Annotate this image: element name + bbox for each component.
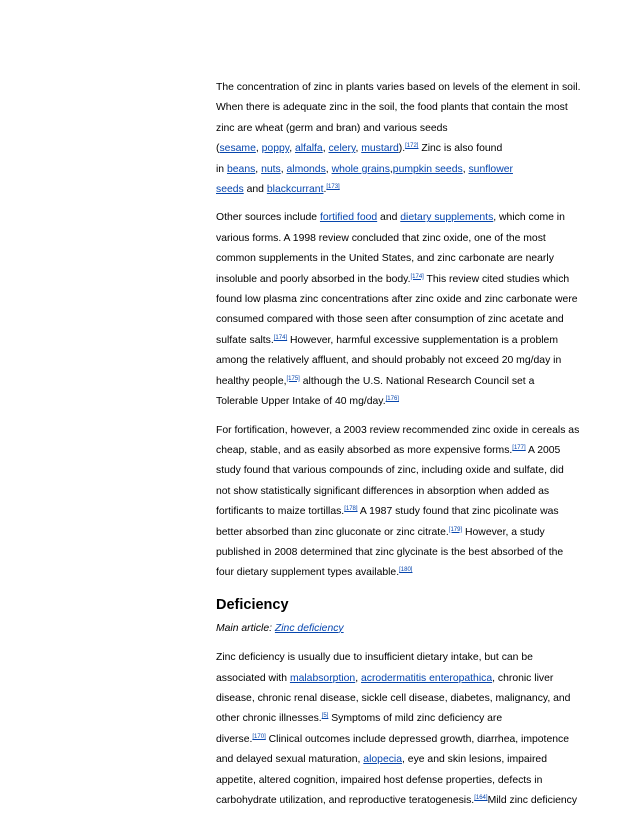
- text-line: [216, 461, 568, 481]
- text-line: [216, 441, 568, 461]
- text-run: healthy people,: [216, 375, 287, 387]
- text-run: .: [323, 184, 327, 196]
- text-line: [216, 249, 568, 269]
- link-seeds[interactable]: seeds: [216, 184, 244, 196]
- text-run: ,: [322, 143, 329, 155]
- text-run: carbohydrate utilization, and reproductive teratogenesis.: [216, 795, 475, 806]
- text-line: [216, 648, 568, 668]
- text-line: [216, 160, 568, 180]
- text-run: various forms. A 1998 review concluded that zinc oxide, one of the most: [216, 232, 546, 244]
- text-run: and: [243, 184, 267, 196]
- link-alopecia[interactable]: alopecia: [363, 754, 403, 766]
- link-beans[interactable]: beans: [226, 163, 256, 175]
- main-article-link-zinc-deficiency[interactable]: Zinc deficiency: [274, 622, 344, 634]
- text-run: ).: [398, 143, 406, 155]
- main-article-prefix: Main article:: [216, 622, 275, 634]
- text-line: [216, 523, 568, 543]
- text-run: Clinical outcomes include depressed growth, diarrhea, impotence: [265, 733, 569, 745]
- text-line: [216, 482, 568, 502]
- link-nuts[interactable]: nuts: [261, 163, 281, 175]
- text-run: not show statistically significant differences in absorption when added as: [216, 485, 550, 497]
- text-line: [216, 372, 568, 392]
- text-run: sulfate salts.: [216, 334, 274, 346]
- text-line: [216, 310, 568, 330]
- text-run: ,: [389, 163, 393, 175]
- citation-link[interactable]: [164]: [474, 795, 488, 801]
- text-run: ,: [325, 163, 332, 175]
- section-heading-deficiency: Deficiency: [216, 596, 289, 613]
- citation-ref[interactable]: [512, 445, 525, 451]
- text-run: ,: [280, 163, 287, 175]
- text-run: When there is adequate zinc in the soil, the food plants that contain the most: [216, 102, 568, 114]
- citation-ref[interactable]: [474, 795, 487, 801]
- text-run: diverse.: [216, 733, 253, 745]
- text-run: common supplements in the United States, and zinc carbonate are nearly: [216, 253, 554, 265]
- text-run: (: [216, 143, 220, 155]
- text-run: ,: [355, 672, 361, 684]
- citation-ref[interactable]: [399, 567, 412, 573]
- text-line: [216, 290, 578, 310]
- text-line: [216, 709, 568, 729]
- citation-ref[interactable]: [326, 184, 339, 190]
- text-line: [216, 502, 568, 522]
- citation-ref[interactable]: [410, 274, 423, 280]
- text-run: However, harmful excessive supplementation is a problem: [287, 334, 558, 346]
- link-poppy[interactable]: poppy: [261, 143, 290, 155]
- text-run: , eye and skin lesions, impaired: [402, 754, 547, 766]
- text-run: among the relatively affluent, and should probably not exceed 20 mg/day in: [216, 355, 562, 367]
- citation-link[interactable]: [178]: [344, 506, 358, 513]
- citation-link[interactable]: [172]: [405, 143, 419, 150]
- text-line: [216, 331, 568, 351]
- text-run: ,: [462, 163, 469, 175]
- citation-link[interactable]: [180]: [399, 567, 413, 574]
- citation-link[interactable]: [179]: [448, 526, 463, 533]
- text-run: , which come in: [493, 212, 565, 224]
- text-run: A 2005: [525, 444, 561, 456]
- link-sesame[interactable]: sesame: [219, 143, 256, 155]
- text-run: The concentration of zinc in plants varies based on levels of the element in soil.: [216, 82, 581, 93]
- paragraph-deficiency: [216, 648, 578, 811]
- text-line: [216, 563, 568, 583]
- text-run: ,: [289, 143, 295, 155]
- text-line: [216, 771, 568, 791]
- citation-link[interactable]: [173]: [326, 184, 340, 191]
- link-sunflower[interactable]: sunflower: [468, 163, 513, 175]
- text-run: zinc are wheat (germ and bran) and various seeds: [216, 122, 448, 134]
- citation-link[interactable]: [174]: [410, 273, 424, 280]
- link-acrodermatitis-enteropathica[interactable]: acrodermatitis enteropathica: [361, 672, 493, 684]
- citation-link[interactable]: [176]: [385, 396, 399, 403]
- text-run: However, a study: [462, 526, 545, 538]
- link-whole-grains[interactable]: whole grains: [331, 163, 390, 175]
- text-run: found low plasma zinc concentrations after zinc oxide and zinc carbonate were: [216, 294, 578, 306]
- text-run: published in 2008 determined that zinc glycinate is the best absorbed of the: [216, 546, 564, 558]
- text-run: For fortification, however, a 2003 review recommended zinc oxide in cereals as: [216, 424, 580, 436]
- text-run: appetite, altered cognition, impaired host defense properties, defects in: [216, 774, 543, 786]
- link-alfalfa[interactable]: alfalfa: [294, 143, 323, 155]
- citation-ref[interactable]: [274, 335, 287, 341]
- text-run: ,: [255, 163, 262, 175]
- text-line: [216, 392, 568, 412]
- text-run: , chronic liver: [492, 672, 554, 684]
- citation-link[interactable]: [5]: [321, 713, 329, 720]
- text-line: [216, 208, 568, 228]
- text-line: [216, 139, 568, 159]
- citation-ref[interactable]: [449, 527, 462, 533]
- link-celery[interactable]: celery: [328, 143, 356, 155]
- text-run: cheap, stable, and as easily absorbed as more expensive forms.: [216, 444, 513, 456]
- citation-ref[interactable]: [344, 506, 357, 512]
- text-line: [216, 669, 568, 689]
- text-run: disease, chronic renal disease, sickle cell disease, diabetes, malignancy, and: [216, 692, 571, 704]
- text-run: although the U.S. National Research Council set a: [299, 375, 535, 387]
- text-run: four dietary supplement types available.: [216, 567, 400, 579]
- link-mustard[interactable]: mustard: [361, 143, 399, 155]
- text-line: [216, 98, 568, 118]
- text-line: [216, 180, 568, 200]
- article-body: [216, 78, 581, 819]
- citation-link[interactable]: [174]: [273, 334, 288, 341]
- text-run: associated with: [216, 672, 290, 684]
- link-almonds[interactable]: almonds: [286, 163, 326, 175]
- citation-link[interactable]: [170]: [252, 733, 266, 740]
- citation-ref[interactable]: [405, 143, 418, 149]
- text-run: fortificants to maize tortillas.: [216, 506, 345, 518]
- text-run: consumed compared with those seen after consumption of zinc acetate and: [216, 314, 564, 326]
- text-run: study found that various compounds of zinc, including oxide and sulfate, did: [216, 465, 564, 477]
- paragraph-supplements: [216, 208, 578, 412]
- paragraph-plant-sources: [216, 78, 581, 200]
- text-line: [216, 730, 568, 750]
- citation-ref[interactable]: [286, 376, 299, 382]
- citation-link[interactable]: [175]: [286, 375, 300, 382]
- text-run: Tolerable Upper Intake of 40 mg/day.: [216, 396, 386, 408]
- text-run: Mild zinc deficiency: [487, 795, 578, 806]
- paragraph-fortification: [216, 421, 580, 584]
- text-run: insoluble and poorly absorbed in the body.: [216, 273, 411, 285]
- citation-ref[interactable]: [252, 734, 265, 740]
- text-line: [216, 78, 581, 98]
- citation-ref[interactable]: [386, 396, 399, 402]
- text-line: [216, 543, 568, 563]
- text-line: [216, 229, 568, 249]
- text-line: [216, 119, 568, 139]
- text-run: Zinc is also found: [418, 143, 503, 155]
- text-line: [216, 351, 568, 371]
- link-malabsorption[interactable]: malabsorption: [289, 672, 356, 684]
- link-fortified-food[interactable]: fortified food: [319, 212, 378, 224]
- link-pumpkin-seeds[interactable]: pumpkin seeds: [392, 163, 463, 175]
- main-article-note: [216, 619, 568, 639]
- text-run: A 1987 study found that zinc picolinate was: [357, 506, 559, 518]
- text-run: and: [377, 212, 401, 224]
- text-run: Zinc deficiency is usually due to insufficient dietary intake, but can be: [216, 652, 533, 664]
- text-run: ,: [355, 143, 362, 155]
- text-run: better absorbed than zinc gluconate or zinc citrate.: [216, 526, 449, 538]
- text-run: Other sources include: [216, 212, 320, 224]
- text-run: and delayed sexual maturation,: [216, 754, 364, 766]
- text-run: This review cited studies which: [423, 273, 570, 285]
- link-blackcurrant[interactable]: blackcurrant: [266, 184, 324, 196]
- text-line: [216, 421, 580, 441]
- text-run: ,: [255, 143, 262, 155]
- text-run: in: [216, 163, 227, 175]
- text-run: other chronic illnesses.: [216, 713, 322, 725]
- text-line: [216, 270, 568, 290]
- citation-link[interactable]: [177]: [512, 444, 526, 451]
- link-dietary-supplements[interactable]: dietary supplements: [400, 212, 494, 224]
- text-run: Symptoms of mild zinc deficiency are: [328, 713, 503, 725]
- text-line: [216, 791, 578, 811]
- text-line: [216, 689, 571, 709]
- text-line: [216, 750, 568, 770]
